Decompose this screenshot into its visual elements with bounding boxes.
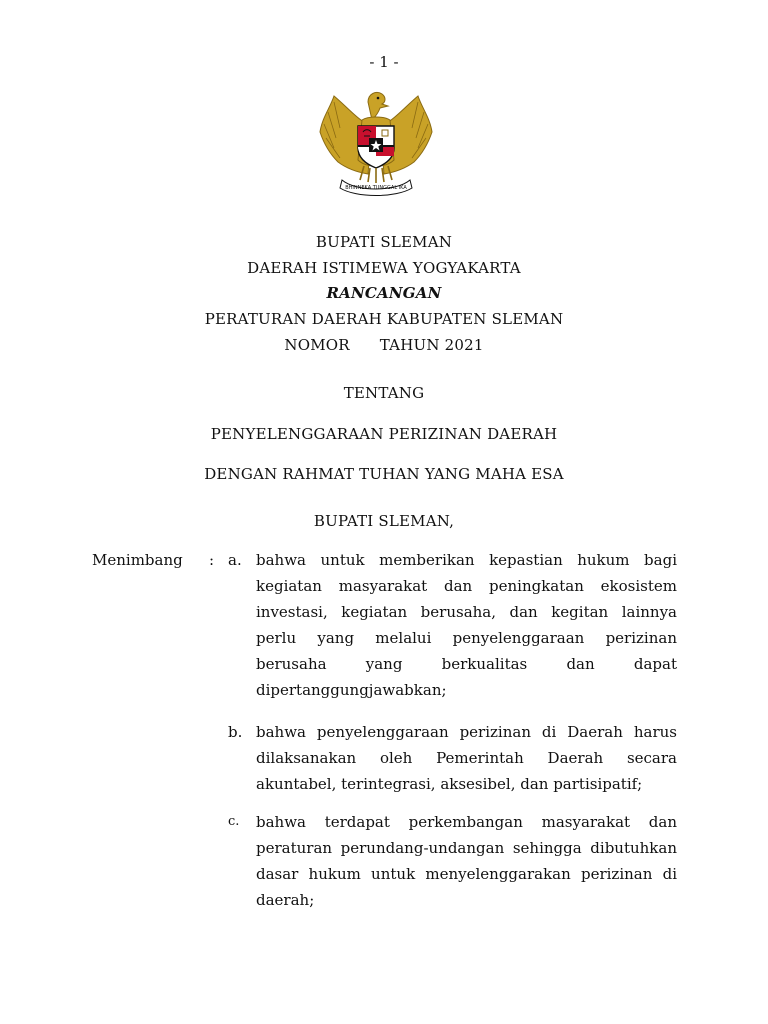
nomor-label: NOMOR: [284, 336, 350, 354]
item-letter: a.: [228, 551, 242, 569]
item-text: bahwa terdapat perkembangan masyarakat dan peraturan perundang-undangan sehingga dibutuhkan dasar hukum untuk menyelenggarakan perizinan di daerah;: [256, 813, 677, 909]
tahun-label: TAHUN 2021: [379, 336, 484, 354]
tentang-heading: TENTANG: [343, 384, 425, 402]
regulation-subject: PENYELENGGARAAN PERIZINAN DAERAH: [210, 425, 558, 443]
svg-text:BHINNEKA TUNGGAL IKA: BHINNEKA TUNGGAL IKA: [345, 185, 407, 191]
item-letter: c.: [228, 814, 240, 829]
menimbang-label: Menimbang: [92, 551, 183, 569]
bupati-line: BUPATI SLEMAN,: [313, 512, 455, 530]
regulation-number: [0, 336, 768, 354]
item-letter: b.: [228, 723, 243, 741]
item-text: bahwa penyelenggaraan perizinan di Daerah harus dilaksanakan oleh Pemerintah Daerah secara akuntabel, terintegrasi, aksesibel, dan partisipatif;: [256, 723, 677, 793]
garuda-pancasila-emblem-icon: [316, 88, 436, 198]
rahmat-line: DENGAN RAHMAT TUHAN YANG MAHA ESA: [204, 465, 564, 483]
page-number: - 1 -: [369, 53, 399, 71]
header-daerah: DAERAH ISTIMEWA YOGYAKARTA: [247, 259, 521, 277]
header-bupati: BUPATI SLEMAN: [315, 233, 453, 251]
regulation-title: PERATURAN DAERAH KABUPATEN SLEMAN: [204, 310, 564, 328]
draft-label: RANCANGAN: [326, 284, 442, 302]
item-text: bahwa untuk memberikan kepastian hukum bagi kegiatan masyarakat dan peningkatan ekosistem investasi, kegiatan berusaha, dan kegitan lainnya perlu yang melalui penyelenggaraan perizinan berusaha yang berkualitas dan dapat dipertanggungjawabkan;: [256, 551, 677, 699]
menimbang-colon: :: [209, 551, 215, 569]
